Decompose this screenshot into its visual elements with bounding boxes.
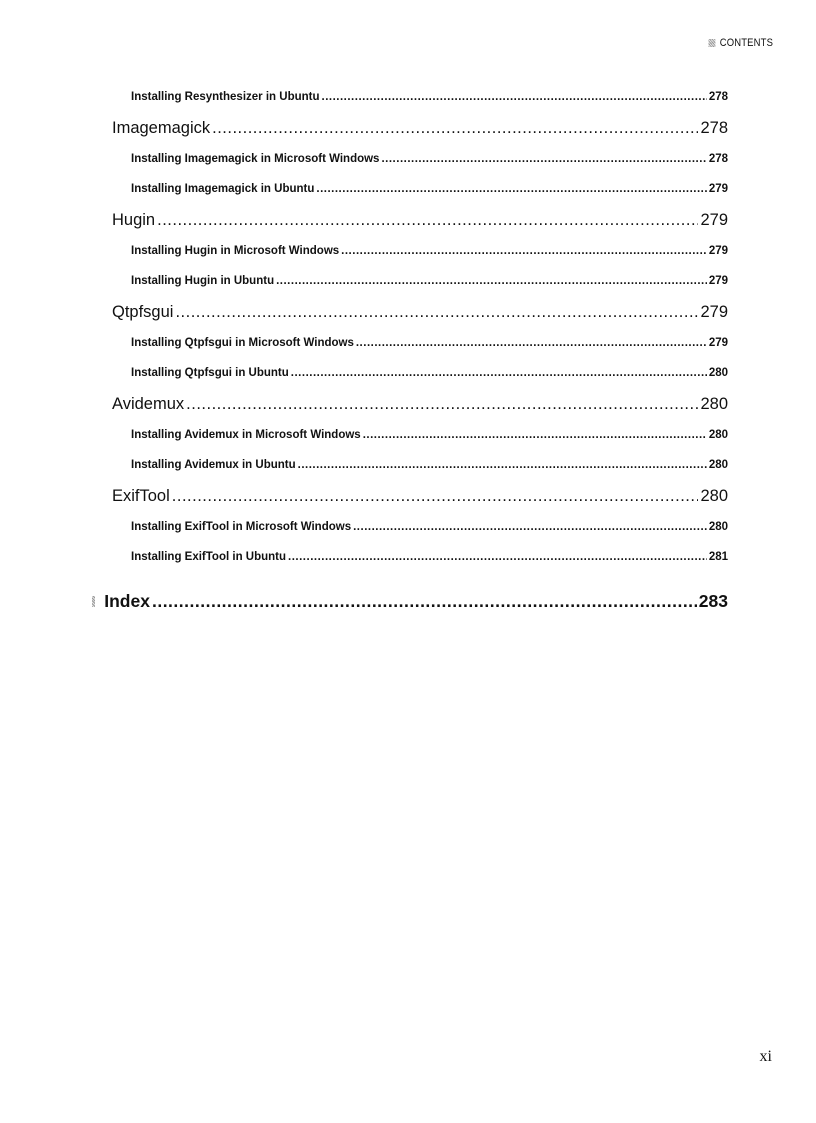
toc-entry-title: Installing ExifTool in Ubuntu — [131, 551, 287, 563]
toc-entry-title: Installing Resynthesizer in Ubuntu — [131, 91, 320, 103]
toc-entry[interactable] — [131, 236, 728, 266]
dot-leader — [186, 388, 698, 420]
running-header — [708, 37, 773, 49]
dot-leader — [316, 174, 706, 204]
toc-chapter-title: Index — [104, 591, 150, 611]
toc-entry-title: Installing Qtpfsgui in Ubuntu — [131, 367, 289, 379]
toc-chapter-entry-index[interactable] — [92, 586, 728, 616]
toc-entry-title: Avidemux — [112, 395, 185, 413]
toc-section-entry[interactable] — [112, 204, 728, 236]
toc-entry-title: Hugin — [112, 211, 156, 229]
running-header-title: CONTENTS — [719, 37, 773, 49]
toc-entry[interactable] — [131, 328, 728, 358]
dot-leader — [291, 358, 707, 388]
toc-section-entry[interactable] — [112, 388, 728, 420]
toc-entry[interactable] — [131, 358, 728, 388]
toc-entry-page: 281 — [708, 551, 728, 563]
dot-leader — [288, 542, 707, 572]
toc-entry[interactable] — [131, 266, 728, 296]
toc-section-entry[interactable] — [112, 112, 728, 144]
toc-entry-page: 279 — [700, 211, 728, 229]
toc-entry-title: Installing Hugin in Ubuntu — [131, 275, 275, 287]
toc-entry[interactable] — [131, 512, 728, 542]
toc-entry[interactable] — [131, 174, 728, 204]
toc-entry-title: Installing Hugin in Microsoft Windows — [131, 245, 340, 257]
toc-entry-title: Installing Avidemux in Microsoft Windows — [131, 429, 361, 441]
dot-leader — [152, 586, 697, 616]
toc-entry-title: Installing Qtpfsgui in Microsoft Windows — [131, 337, 354, 349]
dot-leader — [298, 450, 707, 480]
toc-entry-page: 280 — [708, 429, 728, 441]
toc-entry-page: 278 — [700, 119, 728, 137]
toc-entry-title: Qtpfsgui — [112, 303, 174, 321]
dot-leader — [381, 144, 706, 174]
dot-leader — [212, 112, 698, 144]
dot-leader — [172, 480, 699, 512]
toc-entry-page: 280 — [700, 487, 728, 505]
dot-leader — [157, 204, 698, 236]
toc-entry-page: 278 — [708, 91, 728, 103]
toc-entry-title: Installing Imagemagick in Ubuntu — [131, 183, 315, 195]
dot-leader — [356, 328, 707, 358]
dot-leader — [363, 420, 707, 450]
toc-entry-title: Imagemagick — [112, 119, 211, 137]
square-bullet-icon — [92, 596, 95, 607]
toc-entry-page: 280 — [708, 521, 728, 533]
toc-entry[interactable] — [131, 450, 728, 480]
toc-entry-title: ExifTool — [112, 487, 170, 505]
dot-leader — [341, 236, 707, 266]
toc-entry-title: Installing Imagemagick in Microsoft Windows — [131, 153, 380, 165]
toc-entry-page: 280 — [708, 367, 728, 379]
toc-entry-page: 279 — [708, 337, 728, 349]
dot-leader — [322, 82, 707, 112]
toc-section-entry[interactable] — [112, 296, 728, 328]
toc-entry-page: 280 — [700, 395, 728, 413]
toc-section-entry[interactable] — [112, 480, 728, 512]
toc-entry-title: Installing ExifTool in Microsoft Windows — [131, 521, 352, 533]
toc-entry-page: 278 — [708, 153, 728, 165]
square-bullet-icon — [708, 39, 715, 47]
toc-entry-title: Installing Avidemux in Ubuntu — [131, 459, 296, 471]
toc-entry[interactable] — [131, 542, 728, 572]
toc-entry-page: 279 — [708, 275, 728, 287]
dot-leader — [353, 512, 707, 542]
toc-entry[interactable] — [131, 420, 728, 450]
table-of-contents — [112, 82, 728, 572]
toc-entry-page: 279 — [708, 183, 728, 195]
toc-entry-page: 280 — [708, 459, 728, 471]
toc-chapter-page: 283 — [698, 591, 728, 611]
page-number: xi — [759, 1048, 772, 1065]
dot-leader — [276, 266, 707, 296]
toc-entry[interactable] — [131, 82, 728, 112]
toc-entry-page: 279 — [708, 245, 728, 257]
toc-entry[interactable] — [131, 144, 728, 174]
dot-leader — [175, 296, 698, 328]
toc-entry-page: 279 — [700, 303, 728, 321]
